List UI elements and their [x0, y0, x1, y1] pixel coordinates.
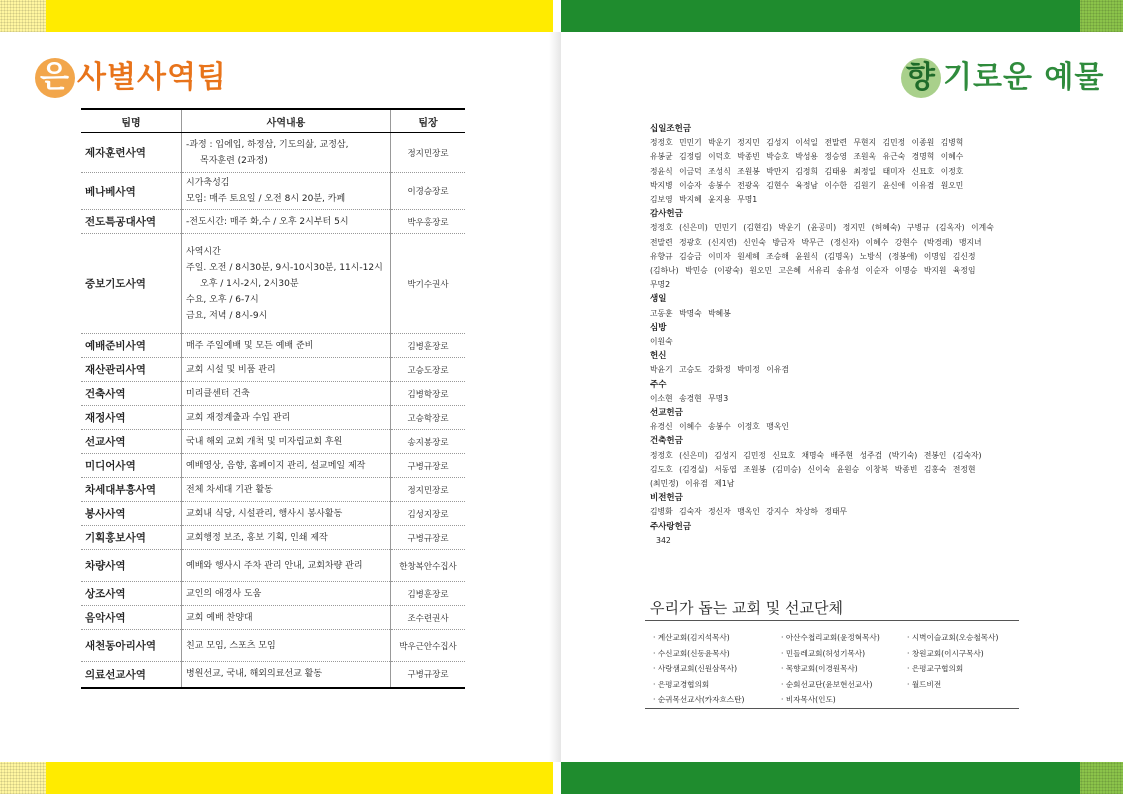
ministry-content [182, 406, 391, 430]
ministry-name: 봉사사역 [81, 502, 182, 526]
offering-names: 정정호 (신은미) 김성지 김민정 신묘호 채명숙 배주현 성주검 (박기숙) 전봉인 (김숙자) [650, 450, 982, 460]
ministry-content [182, 210, 391, 234]
support-item: · 아산수첩리교회(윤정혁목사) [781, 633, 880, 642]
offering-names: (최민정) 이유겸 제1남 [650, 479, 735, 489]
ministry-leader: 박우근안수집사 [391, 630, 466, 662]
ministry-leader: 구병규장로 [391, 526, 466, 550]
content-line: 수요, 오후 / 6-7시 [186, 294, 259, 305]
content-line: 사역시간 [186, 246, 221, 257]
ministry-name: 재산관리사역 [81, 358, 182, 382]
ministry-content [182, 630, 391, 662]
ministry-name: 음악사역 [81, 606, 182, 630]
content-line: 미리클센터 건축 [186, 388, 250, 399]
offering-heading: 십일조헌금 [650, 124, 692, 134]
offering-names: 무명2 [650, 280, 671, 290]
offering-heading: 생일 [650, 294, 667, 305]
offering-names: 정정호 민민기 박운기 정지민 김성지 이석일 전말련 무현지 김민정 이종원 김병혁 [650, 138, 964, 148]
ministry-leader: 김병훈장로 [391, 582, 466, 606]
table-row [81, 234, 465, 334]
ministry-content [182, 662, 391, 688]
ministry-content [182, 526, 391, 550]
ministry-leader: 구병규장로 [391, 662, 466, 688]
header-leader: 팀장 [391, 109, 466, 133]
content-line: 교인의 애경사 도움 [186, 588, 262, 599]
table-row [81, 662, 465, 688]
offering-names: 박지병 이승자 송봉수 전광욱 김현수 육정남 이수한 김원기 윤신애 이유겸 원오민 [650, 180, 964, 190]
ministry-leader: 김병훈장로 [391, 334, 466, 358]
table-row [81, 526, 465, 550]
support-list [653, 630, 1023, 708]
content-line: 전체 차세대 기관 활동 [186, 484, 273, 495]
ministry-leader: 구병규장로 [391, 454, 466, 478]
ministry-leader: 김성지장로 [391, 502, 466, 526]
support-item: · 계산교회(김지석목사) [653, 633, 730, 642]
content-line: -전도시간: 매주 화,수 / 오후 2시부터 5시 [186, 216, 349, 227]
ministry-name: 제자훈련사역 [81, 133, 182, 173]
ministry-leader: 이경승장로 [391, 173, 466, 210]
ministry-leader: 박우홍장로 [391, 210, 466, 234]
ministry-name: 차량사역 [81, 550, 182, 582]
support-divider-top [645, 620, 1019, 621]
table-row [81, 358, 465, 382]
support-item: · 수신교회(신동윤목사) [653, 648, 730, 658]
ministry-leader: 정지민장로 [391, 133, 466, 173]
top-band [0, 0, 1123, 32]
offering-heading: 감사헌금 [650, 209, 683, 220]
support-item: · 창원교회(이시구목사) [907, 648, 984, 658]
ministry-name: 기획홍보사역 [81, 526, 182, 550]
ministry-table-body [81, 133, 465, 688]
support-item: · 비자목사(인도) [781, 695, 836, 704]
table-row [81, 173, 465, 210]
ministry-name: 베나베사역 [81, 173, 182, 210]
ministry-leader: 김병학장로 [391, 382, 466, 406]
ministry-name: 재정사역 [81, 406, 182, 430]
offering-names: 박윤기 고승도 강화정 박미정 이유겸 [650, 365, 789, 375]
ministry-content [182, 234, 391, 334]
content-line: 금요, 저녁 / 8시-9시 [186, 310, 268, 321]
offering-names: 이원숙 [650, 337, 673, 347]
ministry-leader: 고승학장로 [391, 406, 466, 430]
content-line: 모임: 매주 토요일 / 오전 8시 20분, 카페 [186, 194, 346, 204]
ministry-name: 중보기도사역 [81, 234, 182, 334]
offering-heading: 헌신 [650, 351, 667, 362]
support-item: · 시벽이슬교회(오승철목사) [907, 633, 999, 642]
content-line: 주일. 오전 / 8시30분, 9시-10시30분, 11시-12시 [186, 262, 383, 273]
offering-roster [650, 122, 1040, 548]
offering-names: 342 [656, 535, 671, 545]
support-item: · 민들레교회(허성기목사) [781, 648, 866, 658]
offering-names: 이소현 송경현 무명3 [650, 393, 729, 403]
content-line: 병원선교, 국내, 해외의료선교 활동 [186, 669, 323, 680]
ministry-name: 새천동아리사역 [81, 630, 182, 662]
ministry-content [182, 550, 391, 582]
content-line: 친교 모임, 스포츠 모임 [186, 640, 276, 651]
ministry-name: 상조사역 [81, 582, 182, 606]
content-line: 예배영상, 음향, 홈페이지 관리, 설교메일 제작 [186, 460, 366, 471]
table-row [81, 334, 465, 358]
content-line: 목자훈련 (2과정) [200, 155, 268, 166]
offering-heading: 주수 [650, 379, 667, 390]
table-row [81, 133, 465, 173]
ministry-content [182, 133, 391, 173]
bottom-band [0, 762, 1123, 794]
ministry-name: 선교사역 [81, 430, 182, 454]
offering-names: (김하나) 박민승 (이광숙) 원오민 고은혜 서유리 송유성 이순자 이명승 박지원 육정임 [650, 266, 976, 276]
support-item: · 순회선교단(윤보현선교사) [781, 679, 873, 689]
header-name: 팀명 [81, 109, 182, 133]
table-row [81, 630, 465, 662]
ministry-name: 미디어사역 [81, 454, 182, 478]
support-item: · 은평교구협의회 [907, 664, 964, 673]
table-row [81, 382, 465, 406]
offering-heading: 심방 [650, 322, 667, 333]
content-line: 교회행정 보조, 홍보 기획, 인쇄 제작 [186, 532, 328, 543]
ministry-name: 건축사역 [81, 382, 182, 406]
ministry-content [182, 502, 391, 526]
ministry-name: 전도특공대사역 [81, 210, 182, 234]
table-row [81, 430, 465, 454]
content-line: 교회 재정계출과 수입 관리 [186, 412, 291, 423]
ministry-leader: 박기수권사 [391, 234, 466, 334]
content-line: 국내 해외 교회 개척 및 미자립교회 후원 [186, 436, 343, 447]
content-line: 예배와 행사시 주차 관리 안내, 교회차량 관리 [186, 560, 363, 571]
content-line: -과정 : 입에입, 하정삼, 기도의삶, 교정삼, [186, 139, 349, 150]
table-row [81, 582, 465, 606]
content-line: 오후 / 1시-2시, 2시30분 [200, 278, 299, 289]
offering-names: 유봉균 김정림 이덕호 박종빈 박승호 박성용 정승영 조원욱 유근숙 경명혁 이혜수 [650, 152, 964, 162]
right-page-title: 향 기로운 예물 [901, 52, 1104, 98]
ministry-leader: 한창복안수집사 [391, 550, 466, 582]
offering-names: 고동훈 박명숙 박혜봉 [650, 308, 731, 318]
table-row [81, 478, 465, 502]
content-line: 교회 시설 및 비품 관리 [186, 364, 276, 375]
content-line: 시가축성김 [186, 178, 230, 188]
content-line: 매주 주일예배 및 모든 예배 준비 [186, 340, 314, 351]
ministry-content [182, 606, 391, 630]
ministry-leader: 정지민장로 [391, 478, 466, 502]
offering-names: 정윤식 이금덕 조성식 조원봉 박만지 김정희 김태용 최정일 태미자 신묘호 이정호 [650, 166, 964, 176]
ministry-content [182, 478, 391, 502]
left-page [0, 32, 561, 762]
offering-names: 유향규 김승금 이미자 원세헤 조승해 윤원식 (김명욱) 노방식 (정봉애) 이명임 김신정 [650, 251, 976, 261]
offering-heading: 비전헌금 [650, 493, 683, 504]
ministry-leader: 조수련권사 [391, 606, 466, 630]
ministry-leader: 송지봉장로 [391, 430, 466, 454]
ministry-name: 차세대부흥사역 [81, 478, 182, 502]
support-item: · 사랑샘교회(신원삼목사) [653, 664, 738, 673]
content-line: 교회내 식당, 시설관리, 행사시 봉사활동 [186, 508, 343, 519]
ministry-content [182, 173, 391, 210]
ministry-content [182, 454, 391, 478]
ministry-leader: 고승도장로 [391, 358, 466, 382]
table-row [81, 210, 465, 234]
offering-heading: 선교헌금 [650, 408, 683, 419]
table-header-row [81, 109, 465, 133]
ministry-content [182, 430, 391, 454]
offering-names: 김병화 김숙자 정신자 맹옥인 강지수 차상하 정태무 [650, 507, 848, 517]
offering-names: 유경신 이혜수 송봉수 이정호 맹옥인 [650, 422, 789, 432]
offering-names: 전말련 정광호 (신지연) 신인숙 방금자 박무근 (정신자) 이혜수 강현수 (박경래) 맹지녀 [650, 237, 982, 247]
offering-names: 김보영 박지혜 윤지용 무명1 [650, 195, 758, 205]
header-content: 사역내용 [182, 109, 391, 133]
ministry-content [182, 382, 391, 406]
ministry-content [182, 582, 391, 606]
table-row [81, 502, 465, 526]
left-page-title: 은 사별사역팀 [35, 52, 227, 98]
ministry-name: 의료선교사역 [81, 662, 182, 688]
table-row [81, 606, 465, 630]
support-item: · 목향교회(이경원목사) [781, 664, 858, 673]
right-page [561, 32, 1123, 762]
ministry-table [81, 108, 465, 689]
ministry-content [182, 334, 391, 358]
table-row [81, 454, 465, 478]
support-title: 우리가 돕는 교회 및 선교단체 [650, 599, 843, 617]
support-item: · 은평교경협의회 [653, 679, 710, 689]
ministry-content [182, 358, 391, 382]
table-row [81, 406, 465, 430]
content-line: 교회 예배 찬양대 [186, 612, 253, 623]
offering-heading: 주사랑헌금 [650, 521, 692, 532]
offering-names: 정정호 (신은미) 민민기 (김현김) 박운기 (윤공미) 정지민 (허혜숙) 구병규 (김옥자) 이계숙 [650, 223, 994, 233]
support-item: · 월드비전 [907, 679, 942, 689]
table-row [81, 550, 465, 582]
support-item: · 순귀목선교사(카자흐스탄) [653, 695, 745, 704]
offering-names: 김도호 (김경실) 서동엽 조원봉 (김미승) 신이숙 윤원승 이창복 박종빈 김홍숙 전정현 [650, 464, 976, 474]
ministry-name: 예배준비사역 [81, 334, 182, 358]
offering-heading: 건축헌금 [650, 436, 683, 447]
support-divider-bottom [645, 708, 1019, 709]
